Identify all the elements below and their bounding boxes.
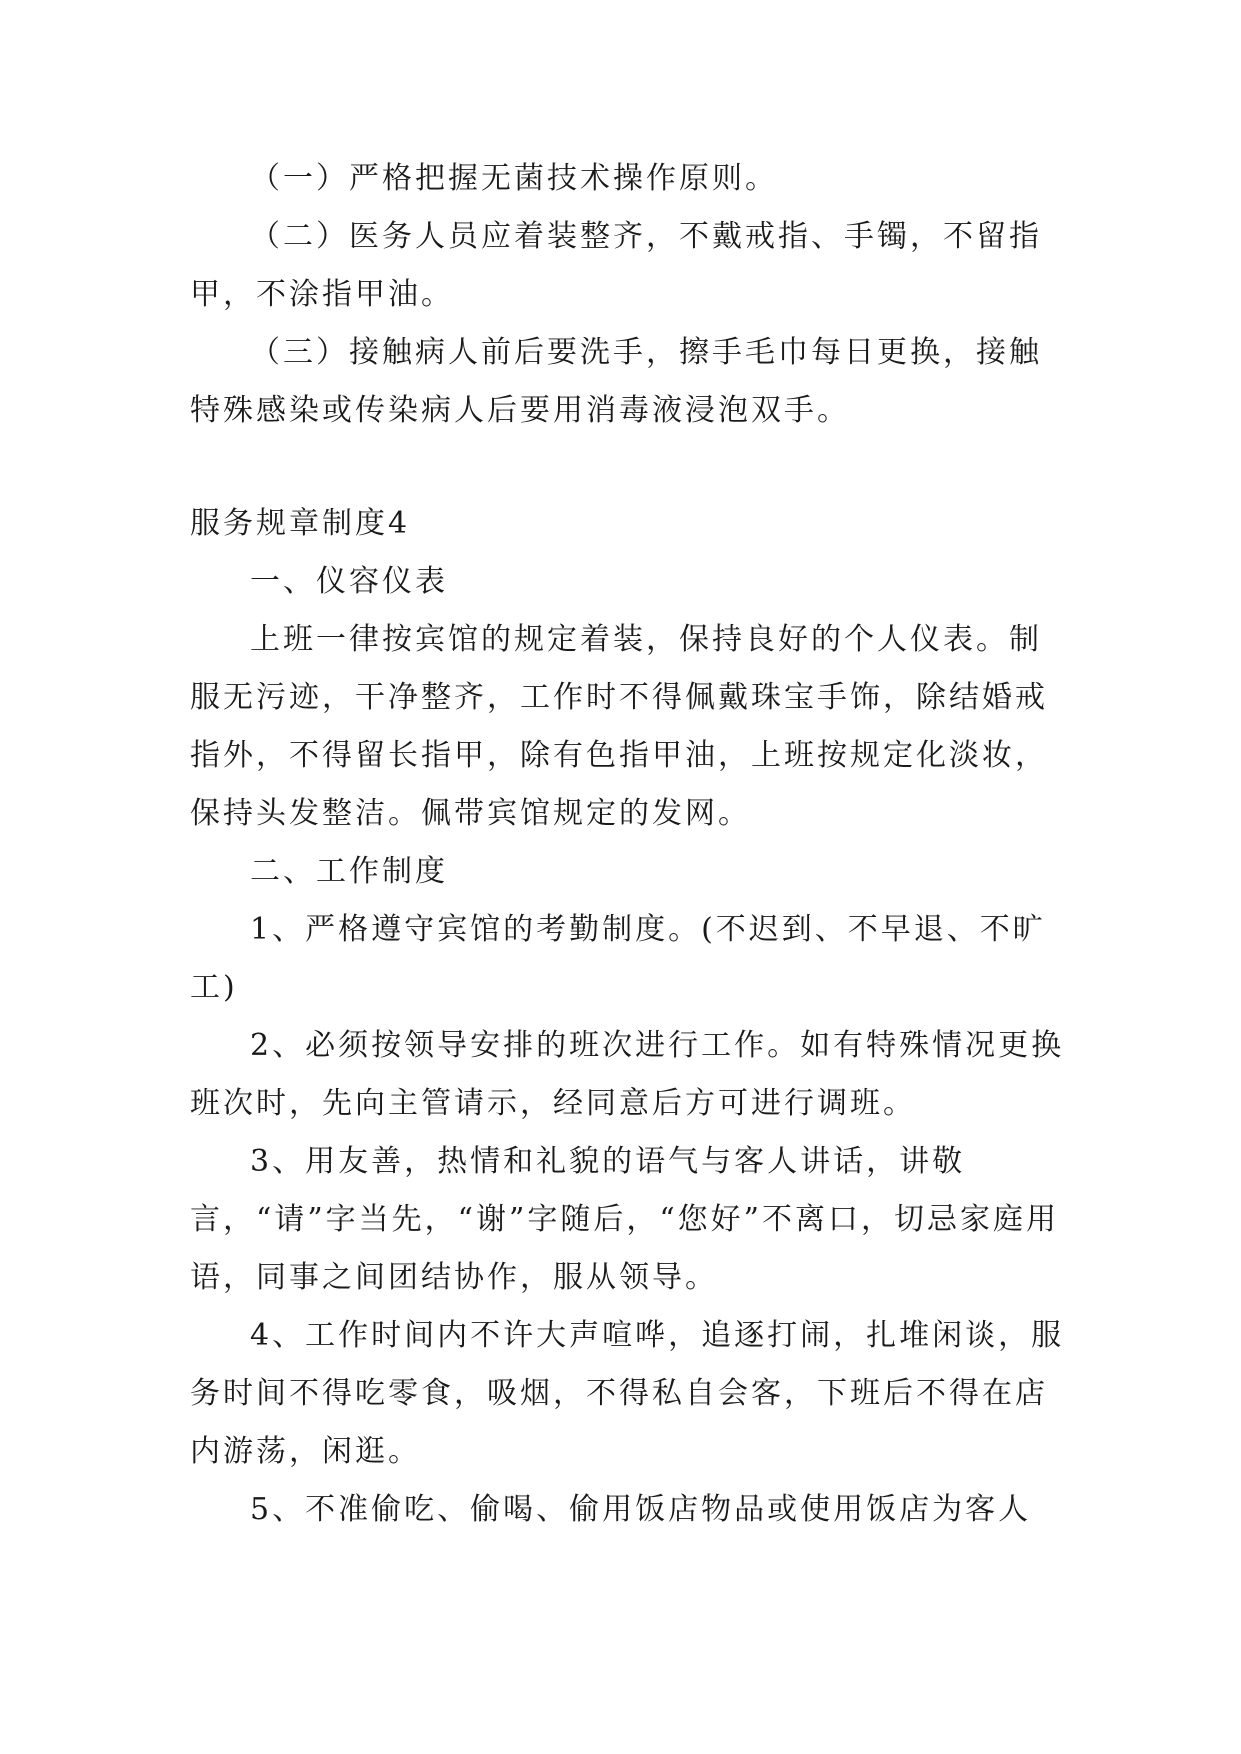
subheading-appearance: 一、仪容仪表 [250, 564, 448, 599]
paragraph-appearance: 上班一律按宾馆的规定着装，保持良好的个人仪表。制服无污迹，干净整齐，工作时不得佩戴珠宝手饰，除结婚戒指外，不得留长指甲，除有色指甲油，上班按规定化淡妆，保持头发整洁。佩带宾馆规定的发网。 [190, 622, 1048, 831]
section-title: 服务规章制度4 [190, 506, 411, 541]
rule-item-3: 3、用友善，热情和礼貌的语气与客人讲话，讲敬言，“请”字当先，“谢”字随后，“您好”不离口，切忌家庭用语，同事之间团结协作，服从领导。 [190, 1144, 1060, 1295]
paragraph-2: （二）医务人员应着装整齐，不戴戒指、手镯，不留指甲，不涂指甲油。 [190, 219, 1042, 312]
paragraph-3: （三）接触病人前后要洗手，擦手毛巾每日更换，接触特殊感染或传染病人后要用消毒液浸泡双手。 [190, 335, 1042, 428]
rule-item-1: 1、严格遵守宾馆的考勤制度。(不迟到、不早退、不旷工) [190, 912, 1046, 1005]
document-body [190, 150, 1070, 1539]
subheading-work-rules: 二、工作制度 [250, 854, 448, 889]
rule-item-4: 4、工作时间内不许大声喧哗，追逐打闹，扎堆闲谈，服务时间不得吃零食，吸烟，不得私自会客，下班后不得在店内游荡，闲逛。 [190, 1318, 1065, 1469]
rule-item-2: 2、必须按领导安排的班次进行工作。如有特殊情况更换班次时，先向主管请示，经同意后方可进行调班。 [190, 1028, 1065, 1121]
rule-item-5: 5、不准偷吃、偷喝、偷用饭店物品或使用饭店为客人 [250, 1492, 1032, 1527]
paragraph-1: （一）严格把握无菌技术操作原则。 [250, 161, 778, 196]
